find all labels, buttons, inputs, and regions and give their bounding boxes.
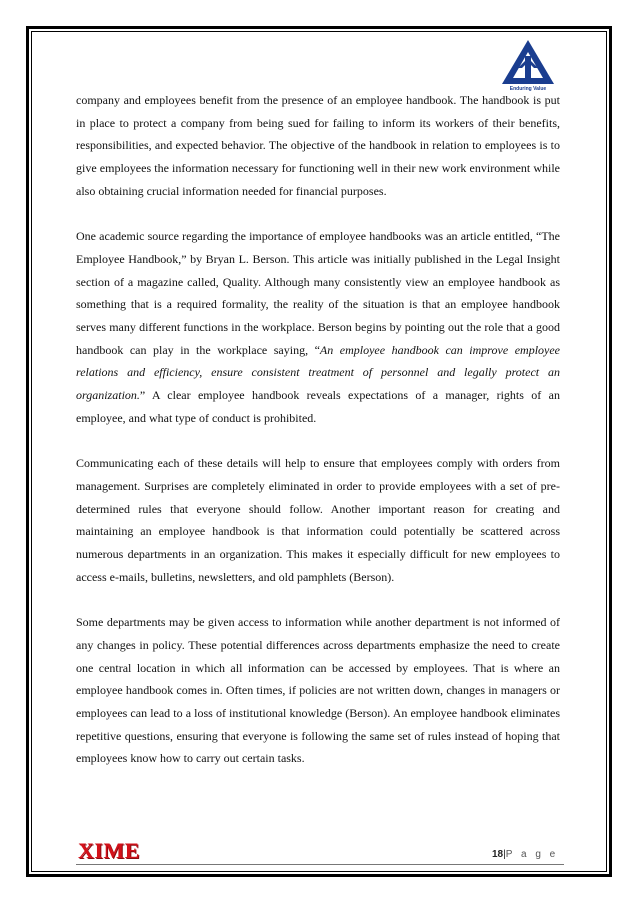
berson-quote: An employee handbook can improve employee relations and efficiency, ensure consistent treatment of personnel and legally protect an organization. <box>76 342 561 403</box>
paragraph-4: Some departments may be given access to information while another department is not informed of any changes in policy. These potential differences across departments emphasize the need to create one central location in which all information can be accessed by employees. That is where an employee handbook comes in. Often times, if policies are not written down, changes in managers or employees can lead to a loss of institutional knowledge (Berson). An employee handbook eliminates repetitive questions, ensuring that everyone is following the same set of rules instead of hoping that employees know how to carry out certain tasks. <box>76 615 560 766</box>
footer-logo <box>78 838 140 864</box>
footer-logo-text: XIME <box>78 838 140 863</box>
footer-rule <box>76 864 564 865</box>
page-number-separator: | <box>503 849 506 860</box>
paragraph-2-intro: One academic source regarding the importance of employee handbooks was an article entitled, “The Employee Handbook,” by Bryan L. Berson. This article was initially published in the Legal Insight section of a magazine called, Quality. Although many consistently view an employee handbook as something that is a required formality, the reality of the situation is that an employee handbook serves many different functions in the workplace. Berson begins by pointing out the role that a good handbook can play in the workplace saying, “ <box>76 229 560 357</box>
paragraph-3: Communicating each of these details will help to ensure that employees comply with orders from management. Surprises are completely eliminated in order to provide employees with a set of pre-determined rules that everyone should follow. Another important reason for creating and maintaining an employee handbook is that information could potentially be scattered across numerous departments in an organization. This makes it especially difficult for new employees to access e-mails, bulletins, newsletters, and old pamphlets (Berson). <box>76 456 560 584</box>
header-logo <box>500 38 556 94</box>
page-label: P a g e <box>505 849 559 860</box>
logo-tagline: Enduring Value <box>509 86 547 92</box>
document-body <box>76 89 560 793</box>
triangle-arrow-logo-icon <box>500 38 556 88</box>
page-number-value: 18 <box>492 849 504 860</box>
paragraph-2-outro: ” A clear employee handbook reveals expectations of a manager, rights of an employee, and what type of conduct is prohibited. <box>76 388 560 425</box>
paragraph-2 <box>76 225 560 429</box>
page-number <box>492 849 558 860</box>
paragraph-1: company and employees benefit from the presence of an employee handbook. The handbook is put in place to protect a company from being sued for failing to inform its workers of their benefits, responsibilities, and expected behavior. The objective of the handbook in relation to employees is to give employees the information necessary for functioning well in their new work environment while also obtaining crucial information needed for financial purposes. <box>76 93 560 198</box>
